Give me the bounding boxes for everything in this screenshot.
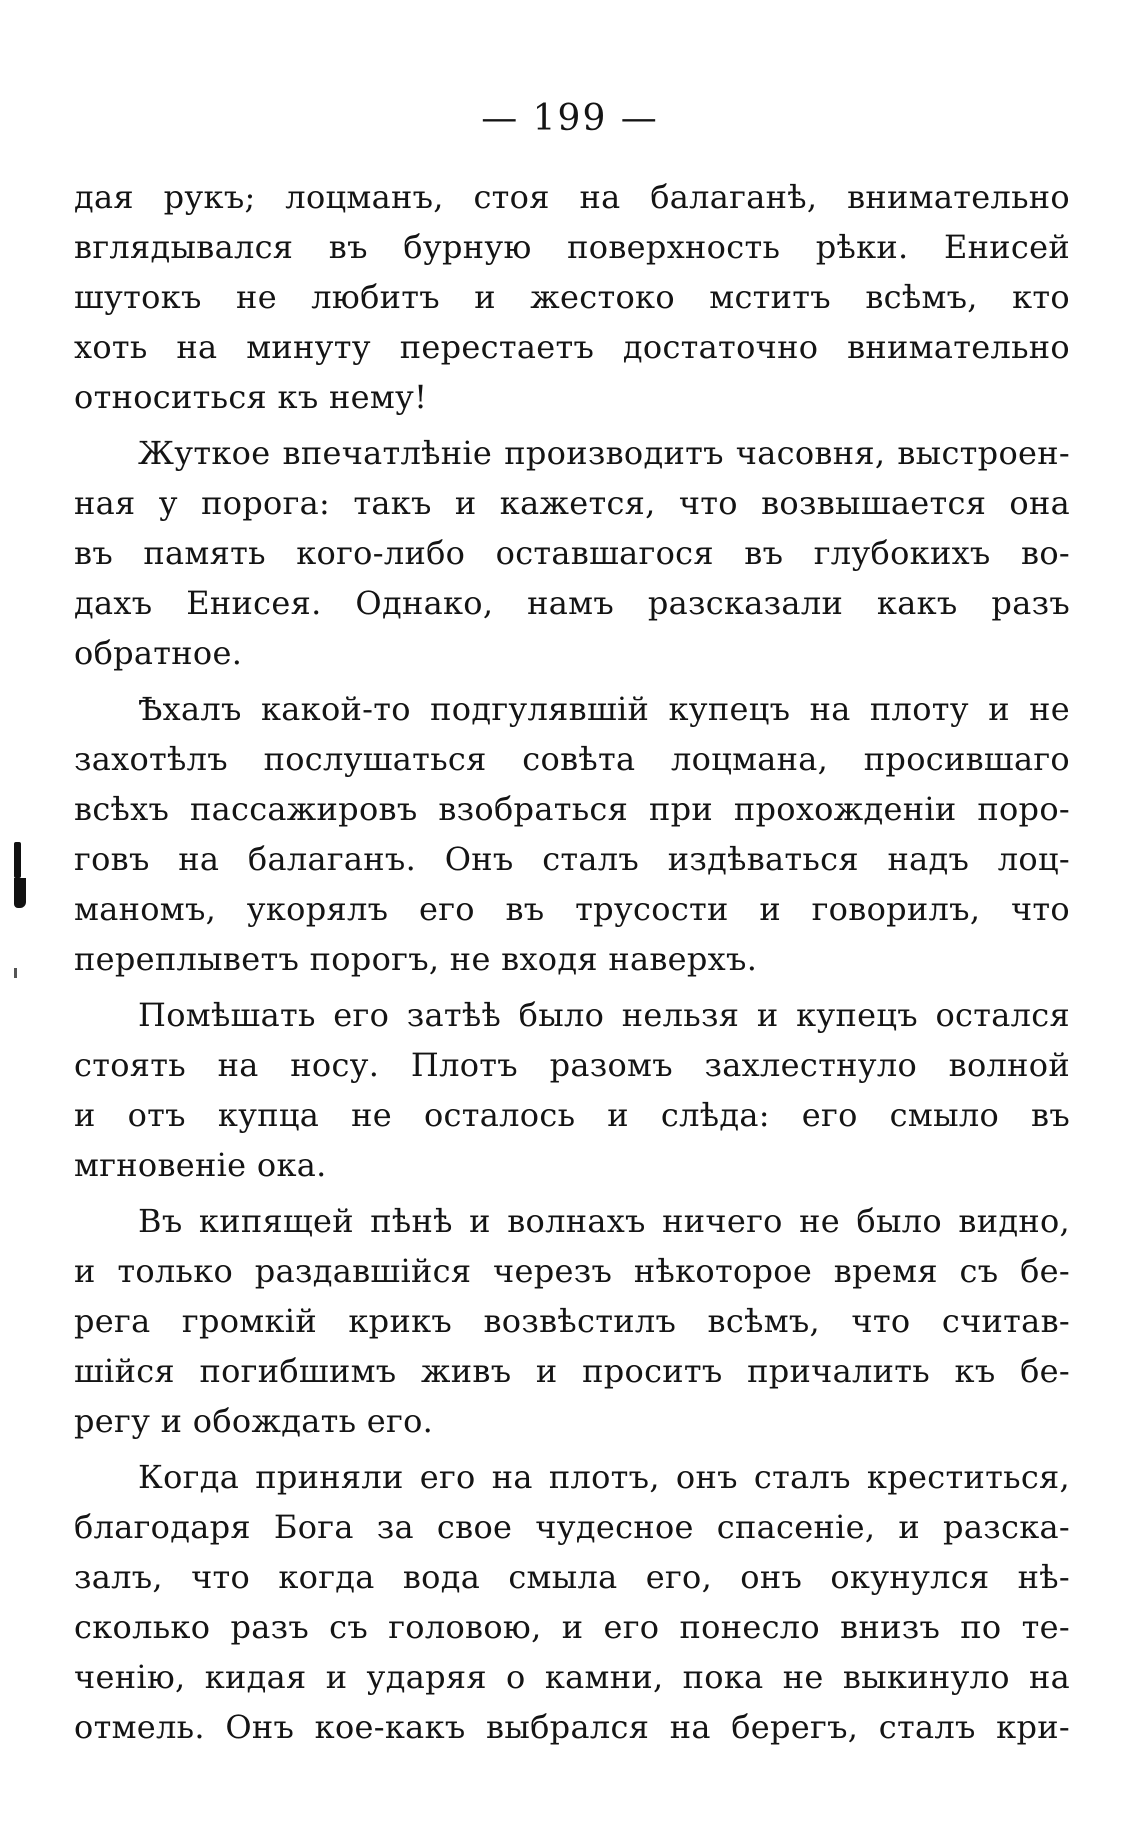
text-line: говъ на балаганъ. Онъ сталъ издѣваться надъ лоц- [74,840,1070,878]
text-line: сколько разъ съ головою, и его понесло внизъ по те- [74,1608,1070,1646]
margin-ink-mark [14,878,26,908]
text-line: шійся погибшимъ живъ и проситъ причалить къ бе- [74,1352,1070,1390]
text-line: дая рукъ; лоцманъ, стоя на балаганѣ, внимательно [74,178,1070,216]
text-line: мгновеніе ока. [74,1146,327,1184]
margin-ink-dot [14,968,17,978]
text-line: и только раздавшійся черезъ нѣкоторое время съ бе- [74,1252,1070,1290]
text-line: залъ, что когда вода смыла его, онъ окунулся нѣ- [74,1558,1070,1596]
text-line: ченію, кидая и ударяя о камни, пока не выкинуло на [74,1658,1070,1696]
text-line: рега громкій крикъ возвѣстилъ всѣмъ, что считав- [74,1302,1070,1340]
page-number: — 199 — [481,98,659,139]
paragraph [74,1196,1070,1446]
text-line: захотѣлъ послушаться совѣта лоцмана, просившаго [74,740,1070,778]
text-line: относиться къ нему! [74,378,428,416]
paragraph [74,1452,1070,1752]
paragraph [74,428,1070,678]
paragraph [74,990,1070,1190]
text-line: маномъ, укорялъ его въ трусости и говорилъ, что [74,890,1070,928]
text-line: дахъ Енисея. Однако, намъ разсказали какъ разъ [74,584,1070,622]
text-line: стоять на носу. Плотъ разомъ захлестнуло волной [74,1046,1070,1084]
paragraph [74,684,1070,984]
text-line: въ память кого-либо оставшагося въ глубокихъ во- [74,534,1070,572]
text-line: благодаря Бога за свое чудесное спасеніе, и разска- [74,1508,1070,1546]
paragraph [74,172,1070,422]
text-line: вглядывался въ бурную поверхность рѣки. Енисей [74,228,1070,266]
text-line: Когда приняли его на плотъ, онъ сталъ креститься, [138,1458,1070,1496]
text-line: отмель. Онъ кое-какъ выбрался на берегъ, сталъ кри- [74,1708,1070,1746]
text-line: ная у порога: такъ и кажется, что возвышается она [74,484,1070,522]
text-line: Въ кипящей пѣнѣ и волнахъ ничего не было видно, [138,1202,1070,1240]
text-line: Ѣхалъ какой-то подгулявшій купецъ на плоту и не [138,690,1070,728]
text-line: шутокъ не любитъ и жестоко мститъ всѣмъ, кто [74,278,1070,316]
text-line: всѣхъ пассажировъ взобраться при прохожденіи поро- [74,790,1070,828]
text-line: хоть на минуту перестаетъ достаточно внимательно [74,328,1070,366]
text-line: Жуткое впечатлѣніе производитъ часовня, выстроен- [138,434,1070,472]
text-line: обратное. [74,634,243,672]
body-text [74,172,1070,1758]
text-line: переплыветъ порогъ, не входя наверхъ. [74,940,758,978]
margin-ink-mark [14,842,21,878]
text-line: и отъ купца не осталось и слѣда: его смыло въ [74,1096,1070,1134]
text-line: регу и обождать его. [74,1402,434,1440]
text-line: Помѣшать его затѣѣ было нельзя и купецъ остался [138,996,1070,1034]
